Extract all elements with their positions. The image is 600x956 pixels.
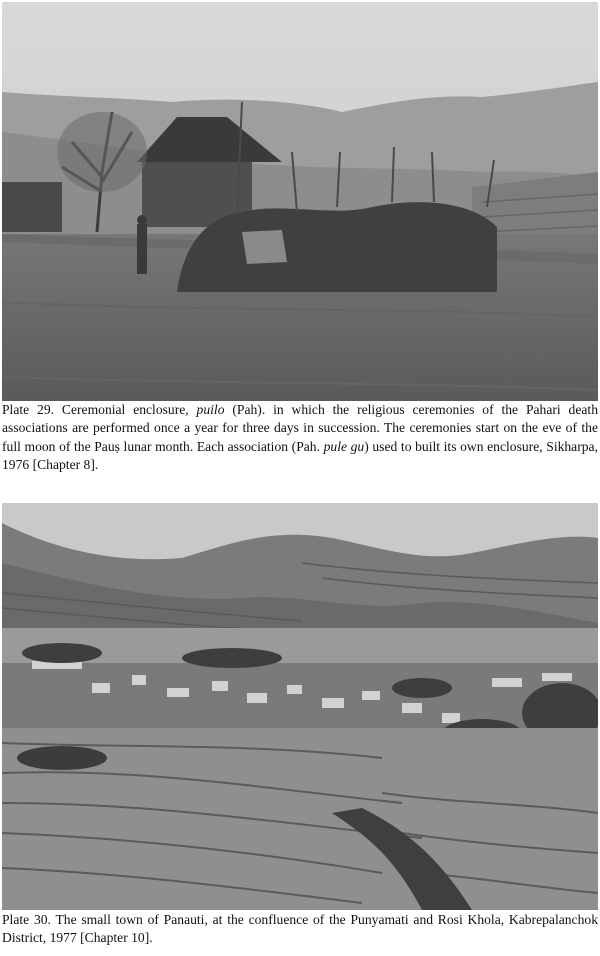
plate-29-photograph — [2, 2, 598, 401]
plate-30-photograph — [2, 503, 598, 910]
plate-30-photo-drawing — [2, 503, 598, 910]
plate-29-caption-part-3: ) used to built its own enclosure, Sikharpa, 1976 [Chapter 8]. — [2, 438, 598, 472]
plate-29-caption-term-puilo: puilo — [196, 402, 225, 417]
plate-29-caption-part-2: (Pah). in which the religious ceremonies of the Pahari death associations are performed once a year for three days in succession. The ceremonies start on the eve of the full moon of the Pauṣ lunar month. Each association (Pah. — [2, 402, 598, 454]
plate-29-caption — [2, 401, 598, 474]
plate-29-caption-term-pule-gu: pule gu — [323, 438, 365, 454]
plate-30-caption — [2, 911, 598, 948]
plate-29-photo-drawing — [2, 2, 598, 401]
plate-29-caption-part-1: Plate 29. Ceremonial enclosure, — [2, 402, 197, 417]
plate-30-caption-text: Plate 30. The small town of Panauti, at the confluence of the Punyamati and Rosi Khola, Kabrepalanchok District, 1977 [Chapter 10]. — [2, 912, 598, 946]
